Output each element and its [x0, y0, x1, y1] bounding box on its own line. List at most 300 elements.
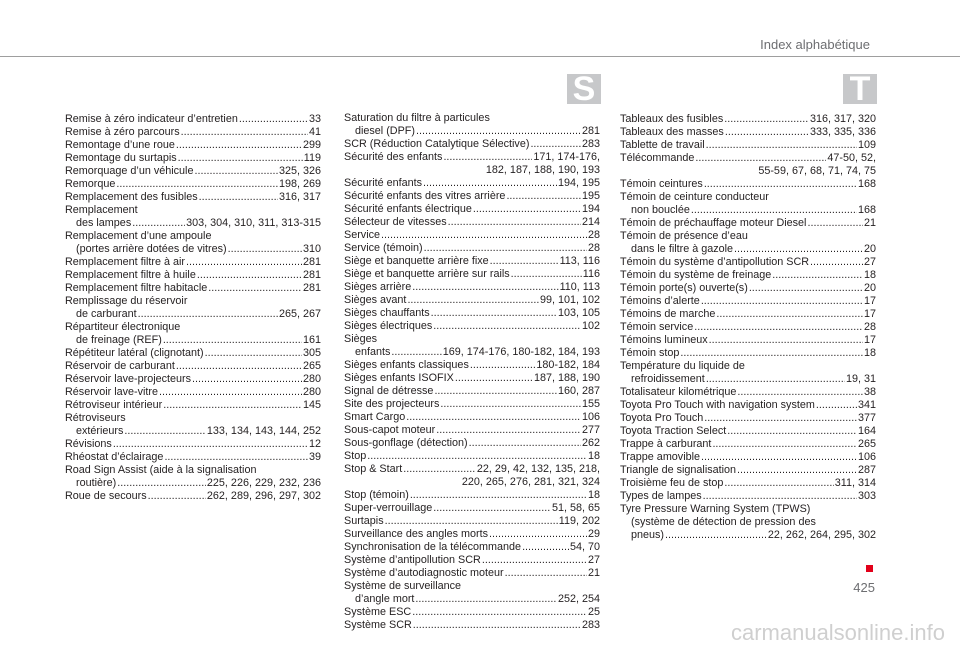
entry-line	[344, 359, 600, 372]
index-entry	[344, 385, 600, 398]
index-entry	[344, 268, 600, 281]
entry-term: Sécurité enfants électrique	[344, 203, 472, 215]
entry-subterm: des lampes	[76, 217, 132, 229]
entry-term: Remorquage d’un véhicule	[65, 165, 194, 177]
entry-pages: 145	[302, 399, 321, 411]
index-entry	[65, 295, 321, 321]
entry-term: Système SCR	[344, 619, 412, 631]
entry-term: Témoin du système d’antipollution SCR	[620, 256, 810, 268]
entry-pages-continued: 182, 187, 188, 190, 193	[485, 164, 600, 176]
entry-term: Témoin stop	[620, 347, 680, 359]
entry-term: Remplacement des fusibles	[65, 191, 198, 203]
dot-leader	[367, 450, 587, 463]
index-entry	[65, 178, 321, 191]
entry-pages: 18	[587, 450, 600, 462]
index-entry	[65, 113, 321, 126]
entry-term: Toyota Pro Touch with navigation system	[620, 399, 815, 411]
entry-term: Sécurité enfants	[344, 177, 423, 189]
entry-term: Road Sign Assist (aide à la signalisation	[65, 464, 257, 476]
entry-pages: 262	[581, 437, 600, 449]
entry-line	[344, 515, 600, 528]
entry-line	[620, 425, 876, 438]
index-entry	[344, 528, 600, 541]
index-entry	[65, 256, 321, 269]
dot-leader	[716, 308, 863, 321]
dot-leader	[455, 372, 533, 385]
index-entry	[344, 411, 600, 424]
index-entry	[620, 451, 876, 464]
dot-leader	[522, 541, 569, 554]
entry-line	[620, 321, 876, 334]
dot-leader	[208, 282, 302, 295]
entry-pages: 198, 269	[278, 178, 321, 190]
dot-leader	[807, 217, 863, 230]
dot-leader	[412, 281, 558, 294]
entry-line	[620, 412, 876, 425]
entry-pages: 280	[302, 386, 321, 398]
entry-pages: 21	[587, 567, 600, 579]
entry-term: Témoin de présence d’eau	[620, 230, 748, 242]
entry-line	[344, 346, 600, 359]
entry-term: Surveillance des angles morts	[344, 528, 489, 540]
dot-leader	[132, 217, 185, 230]
dot-leader	[511, 268, 582, 281]
entry-term: Sélecteur de vitesses	[344, 216, 447, 228]
entry-pages: 106	[581, 411, 600, 423]
entry-term: Stop & Start	[344, 463, 403, 475]
dot-leader	[406, 411, 581, 424]
entry-term: Remplacement	[65, 204, 138, 216]
entry-term: Remontage d’une roue	[65, 139, 175, 151]
entry-term: Tablette de travail	[620, 139, 705, 151]
entry-pages: 194, 195	[557, 177, 600, 189]
entry-pages-continued: 220, 265, 276, 281, 321, 324	[461, 476, 600, 488]
index-entry	[65, 438, 321, 451]
entry-line	[620, 217, 876, 230]
index-entry	[65, 269, 321, 282]
entry-term: Sous-capot moteur	[344, 424, 436, 436]
entry-line	[344, 242, 600, 255]
entry-line	[620, 529, 876, 542]
dot-leader	[436, 424, 581, 437]
entry-line	[620, 308, 876, 321]
entry-pages: 168	[857, 204, 876, 216]
dot-leader	[691, 204, 857, 217]
entry-subterm: dans le filtre à gazole	[631, 243, 734, 255]
entry-pages: 38	[863, 386, 876, 398]
index-entry	[620, 282, 876, 295]
dot-leader	[473, 203, 581, 216]
entry-pages: 18	[587, 489, 600, 501]
index-entry	[65, 191, 321, 204]
entry-line	[344, 593, 600, 606]
dot-leader	[448, 216, 581, 229]
entry-term: Témoin porte(s) ouverte(s)	[620, 282, 748, 294]
page-marker	[866, 565, 873, 572]
entry-line	[620, 464, 876, 477]
entry-subterm: d’angle mort	[355, 593, 415, 605]
dot-leader	[727, 425, 857, 438]
entry-pages: 106	[857, 451, 876, 463]
dot-leader	[506, 190, 581, 203]
entry-line	[65, 438, 321, 451]
entry-term: Smart Cargo	[344, 411, 406, 423]
entry-pages: 12	[308, 438, 321, 450]
entry-pages: 303	[857, 490, 876, 502]
entry-pages: 281	[302, 256, 321, 268]
entry-term: Saturation du filtre à particules	[344, 112, 490, 124]
dot-leader	[116, 178, 278, 191]
entry-pages: 281	[302, 269, 321, 281]
entry-term: Sièges avant	[344, 294, 407, 306]
dot-leader	[680, 347, 863, 360]
dot-leader	[228, 243, 302, 256]
entry-line	[620, 386, 876, 399]
index-entry	[344, 554, 600, 567]
index-entry	[344, 333, 600, 359]
entry-subterm: pneus)	[631, 529, 665, 541]
entry-term: Service	[344, 229, 381, 241]
index-entry	[65, 282, 321, 295]
dot-leader	[138, 308, 278, 321]
dot-leader	[163, 334, 302, 347]
index-entry	[65, 360, 321, 373]
entry-pages: 325, 326	[278, 165, 321, 177]
entry-term: Sécurité enfants des vitres arrière	[344, 190, 506, 202]
entry-pages: 277	[581, 424, 600, 436]
page-header-title: Index alphabétique	[760, 37, 870, 52]
entry-line	[65, 178, 321, 191]
dot-leader	[709, 334, 863, 347]
index-entry	[620, 334, 876, 347]
index-entry	[344, 307, 600, 320]
entry-pages: 180-182, 184	[536, 359, 600, 371]
index-entry	[620, 126, 876, 139]
index-entry	[620, 256, 876, 269]
dot-leader	[694, 321, 863, 334]
entry-pages: 265	[302, 360, 321, 372]
entry-term: Service (témoin)	[344, 242, 423, 254]
entry-term: Système d’antipollution SCR	[344, 554, 481, 566]
index-entry	[65, 412, 321, 438]
dot-leader	[186, 256, 302, 269]
entry-subterm: non bouclée	[631, 204, 690, 216]
entry-term: Sièges électriques	[344, 320, 433, 332]
entry-pages: 102	[581, 320, 600, 332]
entry-term: Température du liquide de	[620, 360, 745, 372]
entry-pages: 20	[863, 243, 876, 255]
entry-subterm: (portes arrière dotées de vitres)	[76, 243, 227, 255]
entry-pages: 17	[863, 295, 876, 307]
entry-pages: 333, 335, 336	[809, 126, 876, 138]
entry-pages: 22, 29, 42, 132, 135, 218,	[476, 463, 600, 475]
dot-leader	[416, 125, 581, 138]
dot-leader	[391, 346, 441, 359]
index-entry	[620, 230, 876, 256]
entry-term: Remplacement filtre à air	[65, 256, 186, 268]
index-column-1	[65, 113, 321, 503]
entry-line	[344, 554, 600, 567]
entry-term: Témoin du système de freinage	[620, 269, 772, 281]
entry-term: Sous-gonflage (détection)	[344, 437, 468, 449]
index-entry	[620, 425, 876, 438]
entry-pages: 28	[587, 229, 600, 241]
entry-line	[344, 255, 600, 268]
entry-line	[344, 437, 600, 450]
index-entry	[344, 177, 600, 190]
dot-leader	[706, 139, 857, 152]
index-entry	[65, 373, 321, 386]
entry-term: Toyota Traction Select	[620, 425, 727, 437]
entry-line	[344, 398, 600, 411]
entry-term: Réservoir lave-projecteurs	[65, 373, 192, 385]
dot-leader	[433, 502, 551, 515]
entry-line	[344, 385, 600, 398]
dot-leader	[530, 138, 581, 151]
entry-term: Stop (témoin)	[344, 489, 409, 501]
entry-line	[344, 606, 600, 619]
entry-term: Système d’autodiagnostic moteur	[344, 567, 504, 579]
entry-pages: 99, 101, 102	[539, 294, 600, 306]
entry-pages: 299	[302, 139, 321, 151]
dot-leader	[431, 307, 557, 320]
dot-leader	[434, 385, 557, 398]
entry-pages: 27	[587, 554, 600, 566]
index-entry	[65, 451, 321, 464]
entry-term: Répartiteur électronique	[65, 321, 181, 333]
entry-term: Télécommande	[620, 152, 695, 164]
entry-pages: 265, 267	[278, 308, 321, 320]
entry-term: Réservoir lave-vitre	[65, 386, 158, 398]
entry-line	[65, 477, 321, 490]
entry-line	[65, 282, 321, 295]
entry-pages: 47-50, 52,	[827, 152, 876, 164]
dot-leader	[470, 359, 536, 372]
dot-leader	[176, 139, 302, 152]
entry-pages: 18	[863, 269, 876, 281]
entry-pages: 280	[302, 373, 321, 385]
entry-line	[344, 424, 600, 437]
entry-term: Synchronisation de la télécommande	[344, 541, 522, 553]
dot-leader	[704, 412, 857, 425]
entry-term: Trappe amovible	[620, 451, 701, 463]
entry-line	[620, 204, 876, 217]
entry-pages: 283	[581, 619, 600, 631]
index-entry	[344, 606, 600, 619]
entry-term: Remise à zéro parcours	[65, 126, 180, 138]
dot-leader	[810, 256, 863, 269]
entry-line	[344, 528, 600, 541]
index-entry	[65, 165, 321, 178]
entry-term: Site des projecteurs	[344, 398, 440, 410]
index-entry	[620, 360, 876, 386]
dot-leader	[704, 178, 857, 191]
entry-line	[344, 307, 600, 320]
dot-leader	[665, 529, 767, 542]
index-entry	[65, 464, 321, 490]
entry-pages: 133, 134, 143, 144, 252	[206, 425, 321, 437]
entry-term: Système ESC	[344, 606, 412, 618]
entry-term: Siège et banquette arrière sur rails	[344, 268, 510, 280]
entry-pages: 27	[863, 256, 876, 268]
dot-leader	[163, 399, 302, 412]
header-divider	[0, 56, 960, 57]
entry-line	[344, 489, 600, 502]
entry-line	[344, 151, 600, 164]
entry-line	[65, 425, 321, 438]
entry-term: Types de lampes	[620, 490, 702, 502]
entry-pages: 22, 262, 264, 295, 302	[767, 529, 876, 541]
dot-leader	[385, 515, 558, 528]
index-entry	[65, 490, 321, 503]
entry-line	[344, 268, 600, 281]
dot-leader	[724, 113, 809, 126]
page-number: 425	[853, 580, 875, 595]
entry-pages: 116	[582, 268, 600, 280]
dot-leader	[159, 386, 302, 399]
entry-line	[344, 229, 600, 242]
dot-leader	[482, 554, 587, 567]
entry-subterm: (système de détection de pression des	[631, 516, 816, 528]
entry-term: Sièges enfants classiques	[344, 359, 469, 371]
entry-term: Sécurité des enfants	[344, 151, 443, 163]
entry-line	[344, 294, 600, 307]
entry-subterm: de carburant	[76, 308, 137, 320]
dot-leader	[199, 191, 278, 204]
dot-leader	[423, 177, 557, 190]
dot-leader	[239, 113, 308, 126]
entry-line	[620, 282, 876, 295]
entry-pages: 33	[308, 113, 321, 125]
entry-term: Super-verrouillage	[344, 502, 433, 514]
entry-term: Remplacement d’une ampoule	[65, 230, 212, 242]
entry-pages: 281	[581, 125, 600, 137]
entry-subterm: enfants	[355, 346, 391, 358]
entry-term: Révisions	[65, 438, 112, 450]
entry-line	[344, 138, 600, 151]
entry-term: Réservoir de carburant	[65, 360, 175, 372]
index-entry	[344, 190, 600, 203]
entry-line	[344, 450, 600, 463]
entry-pages: 169, 174-176, 180-182, 184, 193	[442, 346, 600, 358]
entry-pages: 311, 314	[834, 477, 876, 489]
dot-leader	[772, 269, 863, 282]
dot-leader	[695, 152, 826, 165]
index-entry	[344, 281, 600, 294]
entry-pages: 109	[857, 139, 876, 151]
index-entry	[344, 216, 600, 229]
dot-leader	[164, 451, 308, 464]
entry-pages: 283	[581, 138, 600, 150]
index-entry	[620, 399, 876, 412]
dot-leader	[410, 489, 587, 502]
index-entry	[620, 152, 876, 178]
entry-subterm: routière)	[76, 477, 117, 489]
dot-leader	[194, 165, 278, 178]
entry-line	[344, 567, 600, 580]
entry-line	[620, 451, 876, 464]
entry-line	[620, 269, 876, 282]
index-entry	[620, 217, 876, 230]
entry-term: Tableaux des masses	[620, 126, 724, 138]
entry-line	[620, 490, 876, 503]
dot-leader	[489, 528, 587, 541]
entry-term: Triangle de signalisation	[620, 464, 737, 476]
entry-line	[620, 373, 876, 386]
dot-leader	[433, 320, 581, 333]
entry-line	[344, 281, 600, 294]
entry-subterm: diesel (DPF)	[355, 125, 415, 137]
entry-line	[620, 152, 876, 165]
dot-leader	[148, 490, 206, 503]
dot-leader	[413, 619, 581, 632]
index-entry	[344, 502, 600, 515]
watermark: carmanualsonline.info	[730, 620, 945, 645]
entry-term: Siège et banquette arrière fixe	[344, 255, 489, 267]
dot-leader	[181, 126, 308, 139]
entry-pages: 225, 226, 229, 232, 236	[206, 477, 321, 489]
entry-term: Sièges	[344, 333, 378, 345]
entry-term: SCR (Réduction Catalytique Sélective)	[344, 138, 530, 150]
entry-pages: 316, 317, 320	[809, 113, 876, 125]
index-entry	[65, 321, 321, 347]
dot-leader	[192, 373, 302, 386]
entry-term: Témoin ceintures	[620, 178, 703, 190]
entry-term: Remplissage du réservoir	[65, 295, 188, 307]
dot-leader	[725, 126, 809, 139]
entry-line	[344, 411, 600, 424]
index-entry	[344, 242, 600, 255]
entry-pages: 310	[302, 243, 321, 255]
index-entry	[344, 229, 600, 242]
dot-leader	[176, 360, 302, 373]
entry-line	[620, 139, 876, 152]
entry-line	[620, 126, 876, 139]
dot-leader	[737, 386, 863, 399]
entry-pages: 19, 31	[845, 373, 876, 385]
entry-term: Tyre Pressure Warning System (TPWS)	[620, 503, 811, 515]
index-column-3	[620, 113, 876, 542]
index-entry	[344, 541, 600, 554]
entry-line	[65, 217, 321, 230]
dot-leader	[724, 477, 833, 490]
entry-term: Remplacement filtre habitacle	[65, 282, 208, 294]
dot-leader	[712, 438, 857, 451]
dot-leader	[197, 269, 302, 282]
entry-pages: 155	[581, 398, 600, 410]
entry-term: Remplacement filtre à huile	[65, 269, 196, 281]
entry-line	[65, 165, 321, 178]
entry-term: Répétiteur latéral (clignotant)	[65, 347, 204, 359]
index-entry	[65, 152, 321, 165]
entry-pages: 281	[302, 282, 321, 294]
entry-line	[344, 177, 600, 190]
entry-line	[65, 126, 321, 139]
entry-line	[65, 256, 321, 269]
index-entry	[65, 386, 321, 399]
entry-term: Rétroviseurs	[65, 412, 126, 424]
dot-leader	[403, 463, 476, 476]
index-entry	[620, 477, 876, 490]
entry-pages: 119	[303, 152, 321, 164]
entry-line	[620, 256, 876, 269]
entry-term: Sièges enfants ISOFIX	[344, 372, 454, 384]
entry-pages: 252, 254	[557, 593, 600, 605]
index-entry	[344, 424, 600, 437]
entry-line	[620, 438, 876, 451]
entry-line	[620, 243, 876, 256]
index-entry	[620, 386, 876, 399]
